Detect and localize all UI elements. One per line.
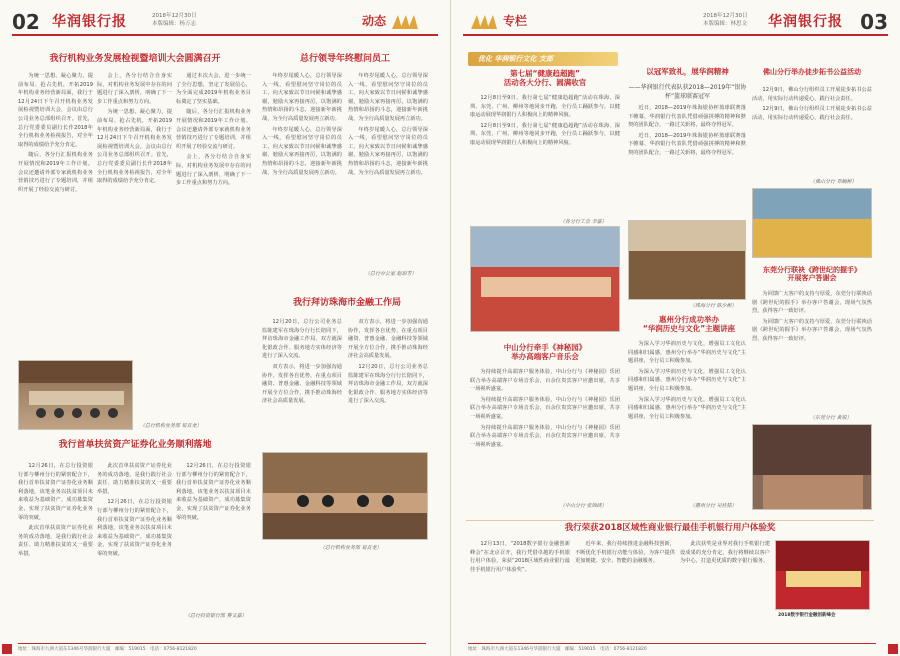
award-photo-image: [776, 541, 870, 610]
left-footer: 地址：珠海市九洲大道东1346号华润银行大厦 邮编：519015 电话：0756-8121820: [18, 643, 426, 652]
article-4-col-1: 12月26日，在总行投资银行部与柳州分行的紧密配合下，我行首单扶贫资产证券化业务顺利落地，该笔业务以扶贫项目未来收益为基础资产，成功募集资金，实现了扶贫资产证券化业务零的突破。 此次首单扶贫资产证券化业务的成功落地，是我行践行社会责任、助力精准扶贫的又一重要举措。: [18, 463, 93, 557]
issue-meta: [703, 12, 748, 28]
award-photo-caption: 2018数字银行金融创新峰会: [778, 613, 836, 618]
article-4-byline: （总行投资银行部 蔡文嘉）: [185, 613, 247, 619]
health-run-photo-image: [471, 227, 620, 332]
corner-mark: [2, 644, 12, 654]
article-d-body: 为深入学习华润历史与文化，增强员工文化认同感和归属感，惠州分行举办“华润历史与文化”主题讲座，全行员工积极参加。 为深入学习华润历史与文化，增强员工文化认同感和归属感，惠州分行举办“华润历史与文化”主题讲座，全行员工积极参加。 为深入学习华润历史与文化，增强员工文化认同感和归属感，惠州分行举办“华润历史与文化”主题讲座，全行员工积极参加。: [628, 341, 746, 420]
basketball-photo: [628, 220, 746, 300]
meeting-photo: [18, 360, 133, 430]
headline-zhongshan-concert: 中山分行牵手《神秘园》 举办高端客户音乐会: [503, 343, 587, 361]
zhuhai-visit-photo: [262, 452, 428, 540]
issue-editor: 本版编辑：林思文: [703, 21, 748, 27]
article-g-col-2: 近年来，我行持续推进金融科技创新，不断优化手机银行功能与体验，为客户提供更加便捷、安全、智能的金融服务。: [575, 541, 675, 565]
article-4-col-3: 12月26日，在总行投资银行部与柳州分行的紧密配合下，我行首单扶贫资产证券化业务顺利落地，该笔业务以扶贫项目未来收益为基础资产，成功募集资金，实现了扶贫资产证券化业务零的突破。: [176, 463, 251, 521]
issue-editor: 本版编辑：杨万志: [152, 21, 197, 27]
article-3-col-1: 12月20日，总行公司业务总监陈建军在珠海分行行长陪同下，拜访珠海市金融工作局，双方就深化银政合作、服务地方实体经济等进行了深入交流。 双方表示，将进一步加强沟通协作，发挥各自优势，在重点项目融资、普惠金融、金融科技等领域开展全方位合作，携手推动珠海经济社会高质量发展。: [262, 319, 342, 405]
article-c-body: 近日，2018—2019年珠海银协杯篮球联赛落下帷幕，华润银行代表队凭借顽强拼搏的精神和默契的团队配合，一路过关斩将，最终夺得冠军。 近日，2018—2019年珠海银协杯篮球联赛落下帷幕，华润银行代表队凭借顽强拼搏的精神和默契的团队配合，一路过关斩将，最终夺得冠军。: [628, 105, 746, 156]
zhuhai-visit-photo-image: [263, 453, 428, 540]
article-a-body: 12月8日至9日，我行第七届“健康趋超跑”活动在珠海、深圳、东莞、广州、柳州等地同步开跑，全行员工踊跃参与，以健康运动展现华润银行人积极向上的精神风貌。 12月8日至9日，我行第七届“健康趋超跑”活动在珠海、深圳、东莞、广州、柳州等地同步开跑，全行员工踊跃参与，以健康运动展现华润银行人积极向上的精神风貌。: [470, 95, 620, 146]
headline-huizhou-lecture: 惠州分行成功举办 “华润历史与文化”主题讲座: [642, 315, 736, 333]
culture-band-label: 优化 华润银行文化 支部: [478, 55, 553, 63]
left-header: [12, 8, 438, 36]
headline-dongguan-event: 东莞分行联袂《跨世纪的握手》 开展客户答谢会: [763, 266, 861, 283]
foshan-photo-image: [753, 189, 872, 258]
logo-icon: [392, 13, 418, 29]
article-b-body: 为持续提升高端客户服务体验，中山分行与《神秘园》乐团联合举办高端客户专场音乐会，百余位贵宾客户应邀出席，共享一场视听盛宴。 为持续提升高端客户服务体验，中山分行与《神秘园》乐团联合举办高端客户专场音乐会，百余位贵宾客户应邀出席，共享一场视听盛宴。 为持续提升高端客户服务体验，中山分行与《神秘园》乐团联合举办高端客户专场音乐会，百余位贵宾客户应邀出席，共享一场视听盛宴。: [470, 369, 620, 448]
masthead: 华润银行报: [768, 14, 843, 30]
article-2-byline: （总行办公室 赵琼芳）: [365, 271, 417, 277]
article-e-body: 12月9日，佛山分行组织员工开展徒步拓书公益活动，用实际行动传递爱心，践行社会责任。 12月9日，佛山分行组织员工开展徒步拓书公益活动，用实际行动传递爱心，践行社会责任。: [752, 87, 872, 121]
right-header: [463, 8, 888, 36]
health-run-photo: [470, 226, 620, 332]
headline-zhuhai-visit: 我行拜访珠海市金融工作局: [292, 298, 401, 308]
article-2-col-1: 年终岁尾暖人心，总行领导深入一线，看望慰问坚守岗位的员工，向大家致以节日问候和诚挚感谢，勉励大家再接再厉，以饱满的热情和昂扬的斗志，迎接新年新挑战，为全行高质量发展再立新功。 年终岁尾暖人心，总行领导深入一线，看望慰问坚守岗位的员工，向大家致以节日问候和诚挚感谢，勉励大家再接再厉，以饱满的热情和昂扬的斗志，迎接新年新挑战，为全行高质量发展再立新功。: [262, 73, 342, 176]
meeting-photo-image: [19, 361, 133, 430]
section-title: 动态: [361, 14, 386, 28]
article-a-byline: （各分行工会 李嘉）: [560, 219, 607, 225]
masthead: 华润银行报: [52, 14, 127, 30]
photo-1-caption: （总行机构业务部 易首龙）: [140, 423, 202, 429]
article-g-col-3: 此次获奖是业界对我行手机银行建设成果的充分肯定，我行将继续以客户为中心，打造更优质的数字银行服务。: [680, 541, 770, 565]
photo-3-caption: （总行机构业务部 易首龙）: [320, 545, 382, 551]
headline-foshan-charity: 佛山分行举办徒步拓书公益活动: [763, 68, 861, 76]
corner-mark: [888, 644, 898, 654]
dongguan-photo-image: [753, 425, 872, 510]
article-4-col-2: 此次首单扶贫资产证券化业务的成功落地，是我行践行社会责任、助力精准扶贫的又一重要举措。 12月26日，在总行投资银行部与柳州分行的紧密配合下，我行首单扶贫资产证券化业务顺利落地，该笔业务以扶贫项目未来收益为基础资产，成功募集资金，实现了扶贫资产证券化业务零的突破。: [97, 463, 172, 557]
page-number: 02: [12, 10, 40, 34]
dongguan-photo: [752, 424, 872, 510]
headline-basketball: 以冠军致礼，展华润精神: [646, 67, 729, 76]
page-number: 03: [860, 10, 888, 34]
headline-health-run: 第七届“健康趋超跑” 活动各大分行、圆满收官: [503, 69, 587, 87]
section-title: 专栏: [503, 14, 528, 28]
article-1-col-3: 通过本次大会，进一步统一了全行思想，坚定了发展信心，为全面完成2019年机构业务目标奠定了坚实基础。 随后，各分行汇报机构业务开展情况和2019年工作计划。会议还邀请外部专家就机构业务营销技巧进行了专题培训，并组织开展了经验交流与研讨。 会上，各分行结合自身实际，对机构业务发展中存在的问题进行了深入剖析，明确了下一步工作重点和努力方向。: [176, 73, 251, 187]
subhead-basketball: ——华润银行代表队获2018—2019年“银协杯”篮球联赛冠军: [628, 84, 747, 100]
foshan-photo: [752, 188, 872, 258]
award-photo: [775, 540, 870, 610]
logo-icon: [471, 13, 497, 29]
divider: [466, 520, 874, 521]
article-f-byline: （东莞分行 黄锐）: [810, 415, 852, 421]
article-3-col-2: 双方表示，将进一步加强沟通协作，发挥各自优势，在重点项目融资、普惠金融、金融科技等领域开展全方位合作，携手推动珠海经济社会高质量发展。 12月20日，总行公司业务总监陈建军在珠海分行行长陪同下，拜访珠海市金融工作局，双方就深化银政合作、服务地方实体经济等进行了深入交流。: [348, 319, 428, 405]
article-f-body: 为回馈广大客户的支持与厚爱，东莞分行联袂话剧《跨世纪的握手》举办客户答谢会，现场气氛热烈，获得客户一致好评。 为回馈广大客户的支持与厚爱，东莞分行联袂话剧《跨世纪的握手》举办客户答谢会，现场气氛热烈，获得客户一致好评。: [752, 291, 872, 342]
article-d-byline: （惠州分行 吴桂铭）: [690, 503, 737, 509]
article-e-byline: （佛山分行 邓婉彬）: [810, 179, 857, 185]
headline-mobile-award: 我行荣获2018区域性商业银行最佳手机银行用户体验奖: [564, 523, 776, 533]
article-g-col-1: 12月13日，“2018数字银行金融创新峰会”在北京召开，我行凭借卓越的手机银行用户体验，荣获“2018区域性商业银行最佳手机银行用户体验奖”。: [470, 541, 570, 573]
article-1-col-1: 为统一思想、凝心聚力，提前布局、抢占先机，开拓2019年机构业务经营新局面，我行于12月24日下午召开机构业务发展检视暨培训大会，会议由总行公司业务总部组织召开。首先，总行党委委员副行长作2018年全行机构业务检视报告，对全年取得的成绩给予充分肯定。 随后，各分行汇报机构业务开展情况和2019年工作计划。会议还邀请外部专家就机构业务营销技巧进行了专题培训，并组织开展了经验交流与研讨。: [18, 73, 93, 193]
article-2-col-2: 年终岁尾暖人心，总行领导深入一线，看望慰问坚守岗位的员工，向大家致以节日问候和诚挚感谢，勉励大家再接再厉，以饱满的热情和昂扬的斗志，迎接新年新挑战，为全行高质量发展再立新功。 年终岁尾暖人心，总行领导深入一线，看望慰问坚守岗位的员工，向大家致以节日问候和诚挚感谢，勉励大家再接再厉，以饱满的热情和昂扬的斗志，迎接新年新挑战，为全行高质量发展再立新功。: [348, 73, 428, 176]
article-1-col-2: 会上，各分行结合自身实际，对机构业务发展中存在的问题进行了深入剖析，明确了下一步工作重点和努力方向。 为统一思想、凝心聚力，提前布局、抢占先机，开拓2019年机构业务经营新局面，我行于12月24日下午召开机构业务发展检视暨培训大会，会议由总行公司业务总部组织召开。首先，总行党委委员副行长作2018年全行机构业务检视报告，对全年取得的成绩给予充分肯定。: [97, 73, 172, 185]
article-b-byline: （中山分行 张锦绣）: [560, 503, 607, 509]
issue-date: 2018年12月30日: [703, 13, 748, 19]
basketball-photo-image: [629, 221, 746, 300]
headline-abs: 我行首单扶贫资产证券化业务顺利落地: [58, 440, 212, 450]
headline-institution-meeting: 我行机构业务发展检视暨培训大会圆满召开: [49, 54, 221, 64]
right-footer: 地址：珠海市九洲大道东1346号华润银行大厦 邮编：519015 电话：0756-8121820: [468, 643, 876, 652]
issue-date: 2018年12月30日: [152, 13, 197, 19]
article-c-byline: （珠海分行 陈少彬）: [690, 303, 737, 309]
headline-year-end-visit: 总行领导年终慰问员工: [299, 54, 390, 64]
issue-meta: [152, 12, 197, 28]
